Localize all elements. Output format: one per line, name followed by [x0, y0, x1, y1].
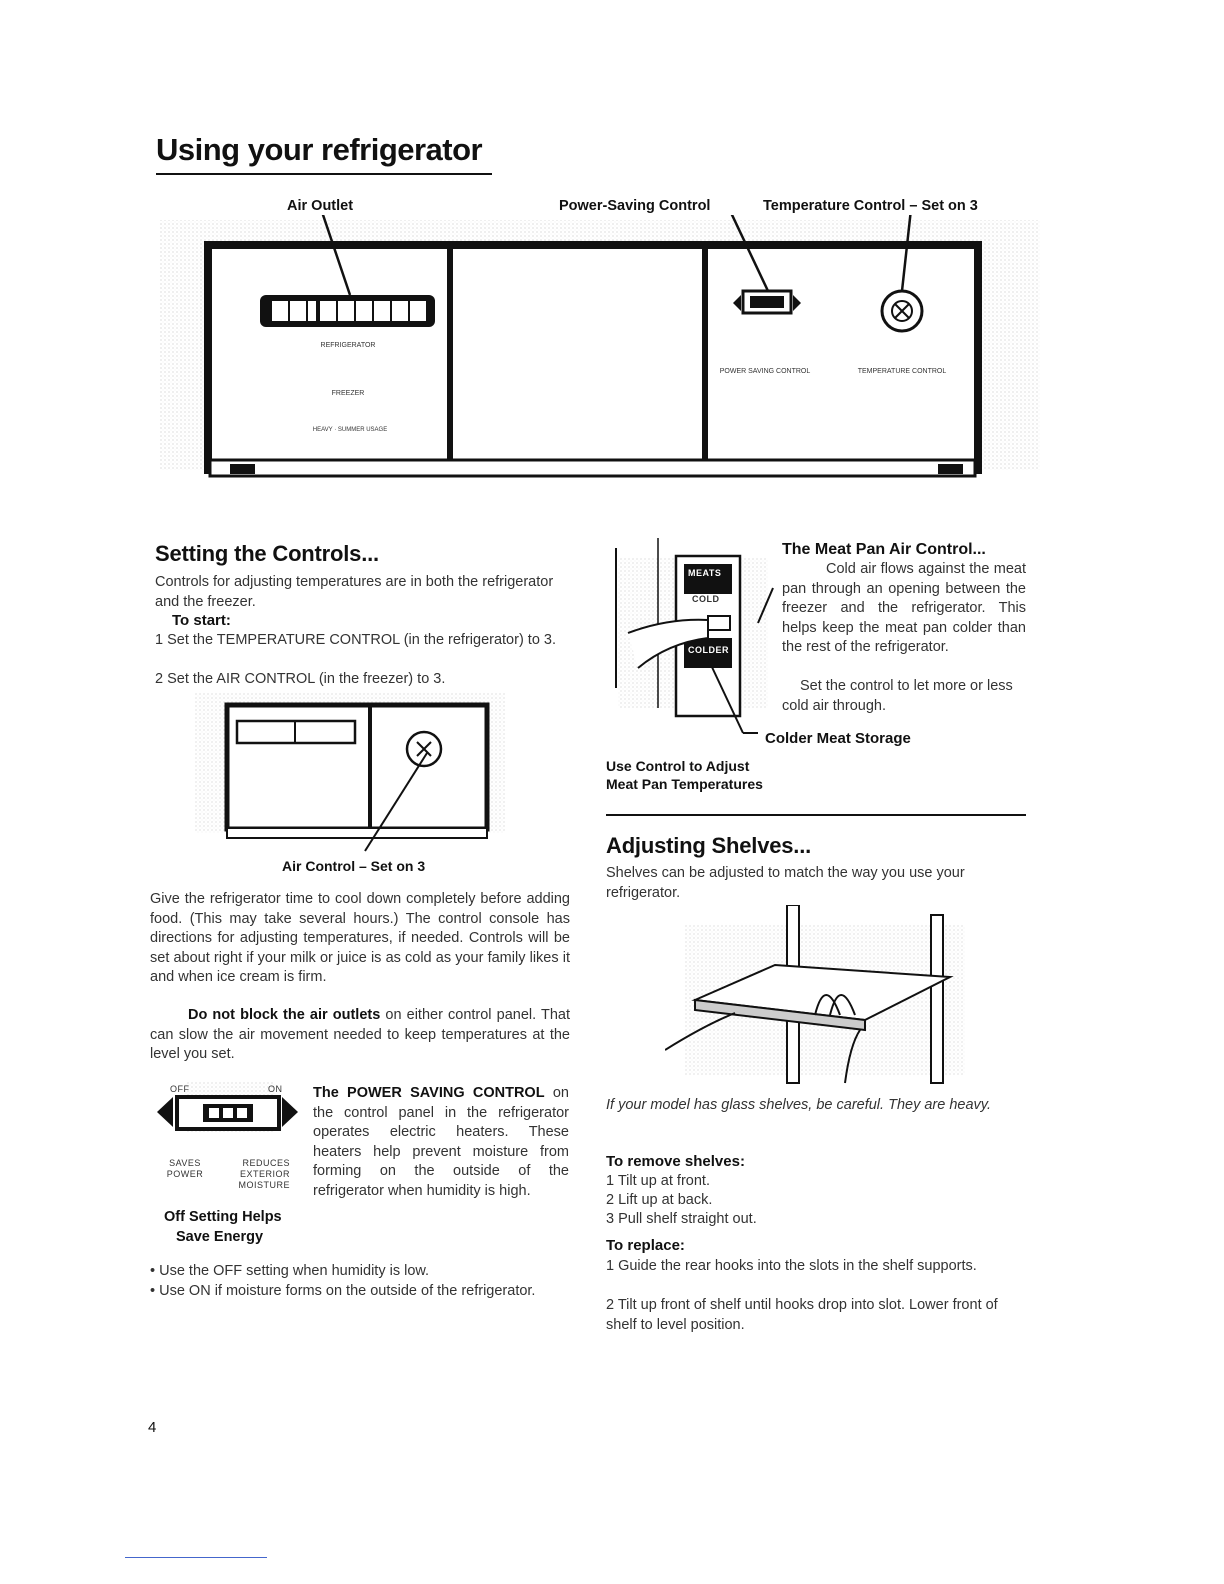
remove-step-2: 2 Lift up at back.: [606, 1192, 713, 1208]
panel-refrigerator-label: REFRIGERATOR: [320, 342, 376, 349]
start-step-1: 1 Set the TEMPERATURE CONTROL (in the refrigerator) to 3.: [155, 632, 557, 648]
callout-temperature: Temperature Control – Set on 3: [763, 198, 978, 214]
shelf-illustration: [665, 905, 975, 1085]
bullet-2: • Use ON if moisture forms on the outside of the refrigerator.: [150, 1283, 536, 1299]
setting-controls-heading: Setting the Controls...: [155, 541, 379, 566]
meats-label: MEATS: [688, 568, 722, 578]
to-start-label: To start:: [172, 612, 231, 629]
air-outlets-rest: on either control panel. That can slow the air movement needed to keep temperatures at the level you set.: [150, 1007, 571, 1062]
panel-heavy-summer-label: HEAVY · SUMMER USAGE: [312, 427, 388, 433]
air-outlets-paragraph: [150, 1006, 570, 1065]
switch-off-label: OFF: [170, 1084, 190, 1094]
cool-down-paragraph: Give the refrigerator time to cool down completely before adding food. (This may take several hours.) The control console has directions for adjusting temperatures, if needed. Controls will be set about right if your milk or juice is as cold as your family likes it and when ice cream is firm.: [150, 891, 570, 985]
panel-freezer-label: FREEZER: [331, 390, 365, 397]
cold-label: COLD: [692, 594, 720, 604]
replace-step-2: 2 Tilt up front of shelf until hooks drop into slot. Lower front of shelf to level position.: [606, 1297, 998, 1333]
switch-reduces-moisture: REDUCES EXTERIOR MOISTURE: [238, 1158, 290, 1190]
switch-caption-line1: Off Setting Helps: [164, 1209, 282, 1225]
page-number: 4: [148, 1419, 157, 1436]
panel-power-saving-label: POWER SAVING CONTROL: [719, 368, 811, 375]
callout-power-saving: Power-Saving Control: [559, 198, 711, 214]
air-control-illustration: [195, 693, 505, 853]
power-saving-paragraph: [313, 1084, 569, 1201]
remove-shelves-label: To remove shelves:: [606, 1153, 745, 1170]
remove-step-1: 1 Tilt up at front.: [606, 1173, 710, 1189]
power-saving-bold: The POWER SAVING CONTROL: [313, 1085, 545, 1101]
panel-temperature-label: TEMPERATURE CONTROL: [857, 368, 947, 375]
page-title: Using your refrigerator: [156, 132, 483, 167]
bullet-2-text: Use ON if moisture forms on the outside of the refrigerator.: [159, 1283, 536, 1299]
meat-pan-caption-1: Use Control to Adjust: [606, 758, 750, 774]
adjusting-shelves-intro: Shelves can be adjusted to match the way you use your refrigerator.: [606, 865, 965, 901]
remove-step-3: 3 Pull shelf straight out.: [606, 1211, 757, 1227]
replace-step-1: 1 Guide the rear hooks into the slots in the shelf supports.: [606, 1258, 977, 1274]
meat-pan-paragraph2: Set the control to let more or less cold air through.: [782, 678, 1013, 714]
air-control-caption: Air Control – Set on 3: [282, 858, 426, 874]
air-outlets-warning: Do not block the air outlets: [188, 1007, 381, 1023]
meat-pan-paragraph1: Cold air flows against the meat pan through an opening between the freezer and the refrigerator. This helps keep the meat pan colder than the rest of the refrigerator.: [782, 561, 1026, 655]
glass-shelves-note: If your model has glass shelves, be careful. They are heavy.: [606, 1097, 991, 1113]
start-step-2: 2 Set the AIR CONTROL (in the freezer) to 3.: [155, 671, 446, 687]
control-panel-illustration: [160, 215, 1040, 485]
meat-pan-caption-2: Meat Pan Temperatures: [606, 776, 763, 792]
bullet-1-text: Use the OFF setting when humidity is low.: [159, 1263, 430, 1279]
callout-air-outlet: Air Outlet: [287, 198, 354, 214]
replace-label: To replace:: [606, 1237, 685, 1254]
bullet-1: • Use the OFF setting when humidity is low.: [150, 1263, 430, 1279]
meat-pan-heading: The Meat Pan Air Control...: [782, 541, 986, 558]
colder-label: COLDER: [688, 645, 729, 655]
setting-controls-intro: Controls for adjusting temperatures are in both the refrigerator and the freezer.: [155, 574, 554, 610]
section-divider: [606, 814, 1026, 816]
power-saving-rest: on the control panel in the refrigerator operates electric heaters. These heaters help prevent moisture from forming on the outside of the refrigerator when humidity is high.: [313, 1085, 569, 1199]
switch-saves-power: SAVES POWER: [166, 1158, 204, 1179]
switch-on-label: ON: [268, 1084, 283, 1094]
adjusting-shelves-heading: Adjusting Shelves...: [606, 833, 812, 858]
colder-meat-callout: Colder Meat Storage: [765, 730, 911, 747]
footnote-rule: [125, 1557, 267, 1558]
title-underline: [156, 173, 492, 175]
switch-caption-line2: Save Energy: [176, 1229, 264, 1245]
